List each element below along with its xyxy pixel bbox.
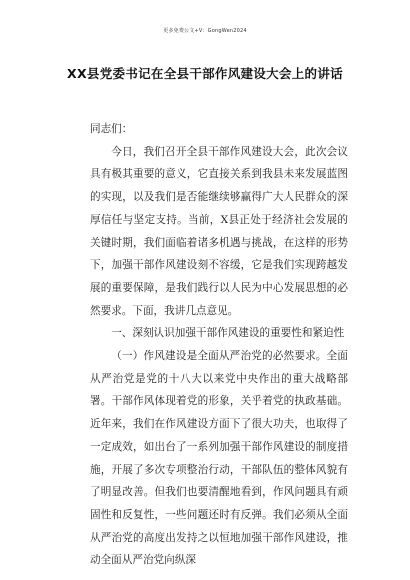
paragraph-1-1: （一）作风建设是全面从严治党的必然要求。全面从严治党是党的十八大以来党中央作出的重大战略部署。干部作风体现着党的形象，关乎着党的执政基础。近年来，我们在作风建设方面下了很大功夫，也取得了一定成效，如出台了一系列加强干部作风建设的制度措施，开展了多次专项整治行动，干部队伍的整体风貌有了明显改善。但我们也要清醒地看到，作风问题具有顽固性和反复性，一些问题还时有反弹。我们必须从全面从严治党的高度出发持之以恒地加强干部作风建设，推动全面从严治党向纵深 — [90, 350, 348, 567]
document-title: XX县党委书记在全县干部作风建设大会上的讲话 — [67, 66, 343, 81]
salutation: 同志们： — [90, 123, 133, 135]
header-note: 更多免费公文+V：GongWen2024 — [163, 28, 247, 34]
document-body — [90, 118, 348, 572]
paragraph-intro: 今日，我们召开全县干部作风建设大会，此次会议具有极其重要的意义，它直接关系到我县未来发展蓝图的实现，以及我们是否能继续够赢得广大人民群众的深厚信任与坚定支持。当前，X县正处于经济社会发展的关键时期，我们面临着诸多机遇与挑战，在这样的形势下，加强干部作风建设刻不容缓，它是我们实现跨越发展的重要保障，是我们践行以人民为中心发展思想的必然要求。下面，我讲几点意见。 — [90, 145, 348, 317]
section-heading-1: 一、深刻认识加强干部作风建设的重要性和紧迫性 — [111, 327, 345, 340]
